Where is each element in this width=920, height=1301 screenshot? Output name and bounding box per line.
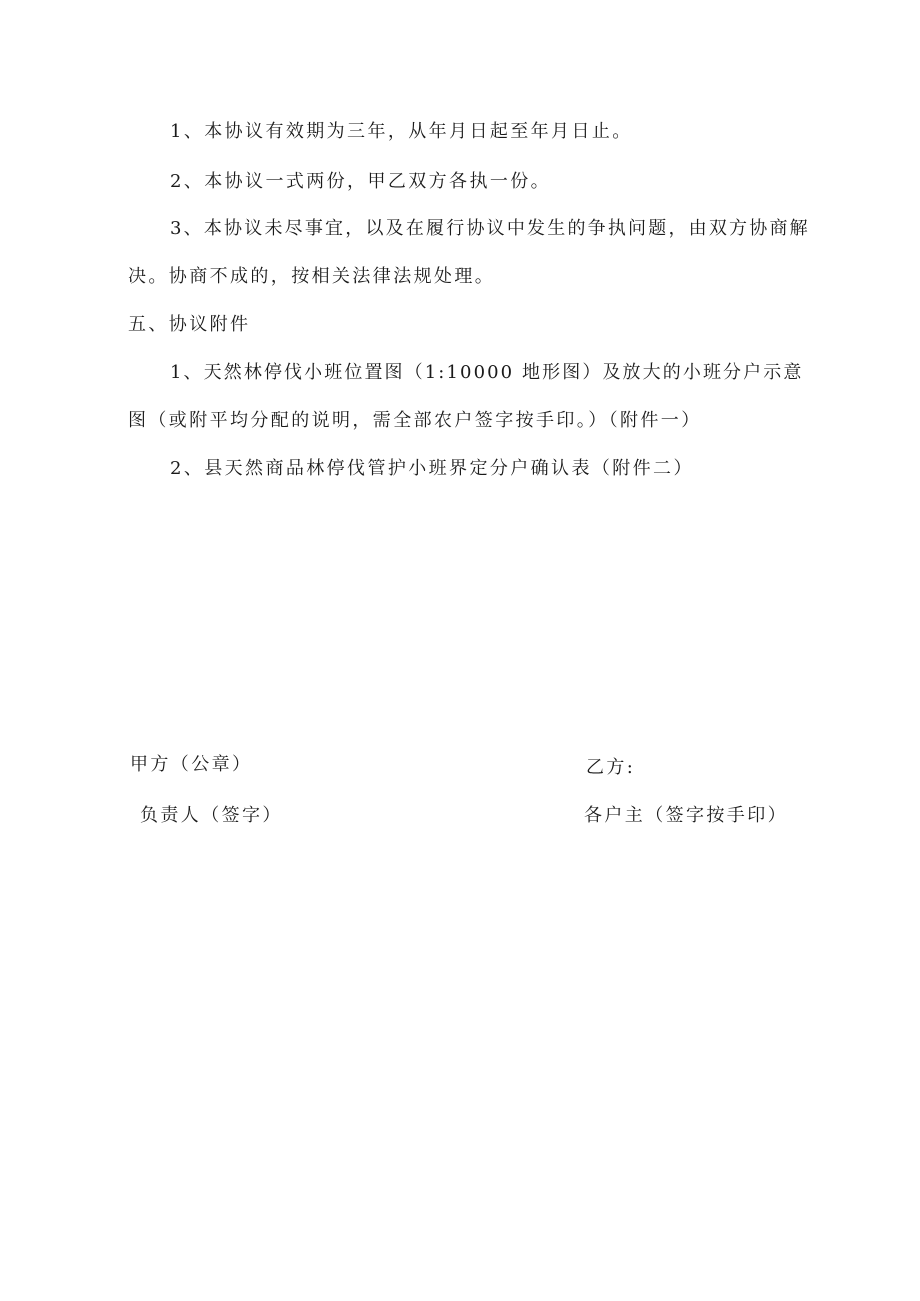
clause-term: 1、本协议有效期为三年，从年月日起至年月日止。 — [170, 121, 633, 142]
party-b-signatory: 各户主（签字按手印） — [584, 805, 788, 826]
attachment-item-1-line-2: 图（或附平均分配的说明，需全部农户签字按手印。）（附件一） — [128, 410, 702, 431]
party-a-title: 甲方（公章） — [130, 754, 253, 775]
clause-copies: 2、本协议一式两份，甲乙双方各执一份。 — [170, 171, 552, 192]
party-a-signatory: 负责人（签字） — [140, 805, 283, 826]
clause-disputes-line-2: 决。协商不成的，按相关法律法规处理。 — [128, 266, 496, 287]
attachments-heading: 五、协议附件 — [128, 314, 251, 335]
party-b-title: 乙方: — [586, 757, 636, 778]
attachment-item-2: 2、县天然商品林停伐管护小班界定分户确认表（附件二） — [170, 458, 694, 479]
attachment-item-1-line-1: 1、天然林停伐小班位置图（1:10000 地形图）及放大的小班分户示意 — [170, 362, 804, 383]
clause-disputes-line-1: 3、本协议未尽事宜，以及在履行协议中发生的争执问题，由双方协商解 — [170, 218, 810, 239]
